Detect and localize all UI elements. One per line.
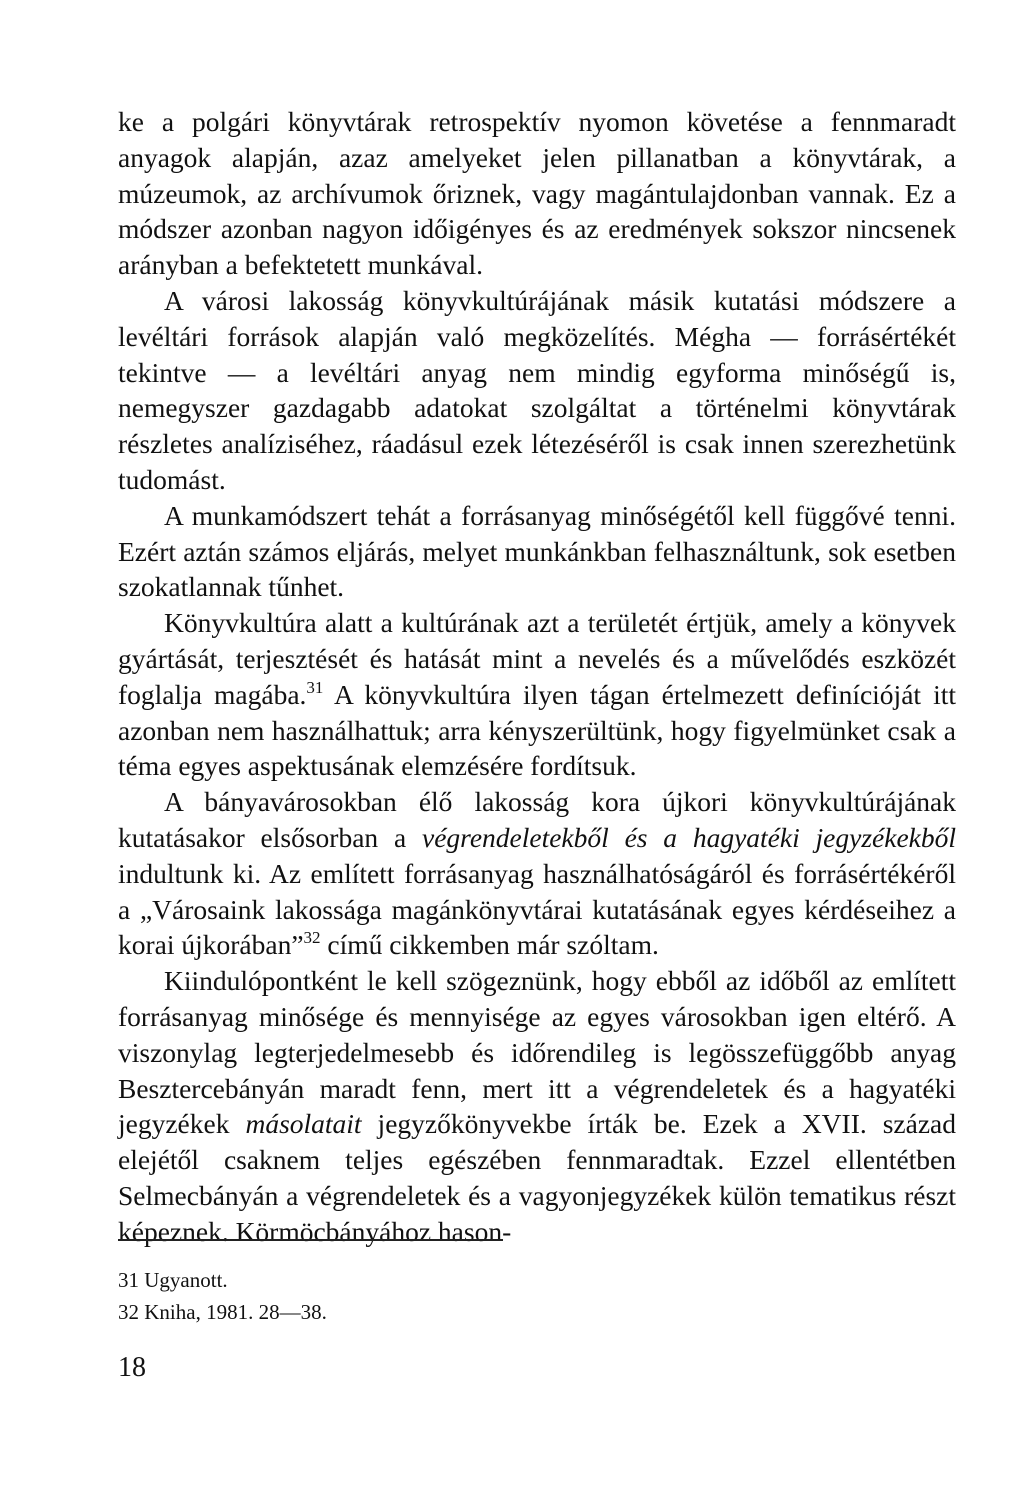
text-run: jegyzőkönyvekbe írták be. Ezek a XVII. század elejétől csaknem teljes egészében fennmaradtak. Ezzel ellentétben Selmecbányán a végrendeletek és a vagyonjegyzékek külön tematikus részt képeznek. Körmöcbányához hason- <box>118 1108 956 1247</box>
text-run: A munkamódszert tehát a forrásanyag minőségétől kell függővé tenni. Ezért aztán számos eljárás, melyet munkánkban felhasználtunk, sok esetben szokatlannak tűnhet. <box>118 499 956 603</box>
paragraph <box>118 498 956 605</box>
footnote-ref: 32 <box>303 928 321 948</box>
italic-text: másolatait <box>245 1108 362 1140</box>
footnote-ref: 31 <box>306 677 324 697</box>
page-body <box>118 104 956 1250</box>
paragraph <box>118 283 956 498</box>
page-number: 18 <box>118 1352 146 1383</box>
paragraph <box>118 784 956 963</box>
text-run: A városi lakosság könyvkultúrájának másik kutatási módszere a levéltári források alapján való megközelítés. Mégha — forrásértékét tekintve — a levéltári anyag nem mindig egyforma minőségű is, nemegyszer gazdagabb adatokat szolgáltat a történelmi könyvtárak részletes analíziséhez, ráadásul ezek létezéséről is csak innen szerezhetünk tudomást. <box>118 284 956 495</box>
paragraph <box>118 963 956 1249</box>
text-run: A bányavárosokban élő lakosság kora újkori könyvkultúrájának kutatásakor elsősorban a <box>118 786 956 853</box>
body-text <box>118 104 956 1250</box>
italic-text: végrendeletekből és a hagyatéki jegyzékekből <box>421 821 956 853</box>
text-run: Kiindulópontként le kell szögeznünk, hogy ebből az időből az említett forrásanyag minősége és mennyisége az egyes városokban igen eltérő. A viszonylag legterjedelmesebb és időrendileg is legösszefüggőbb anyag Besztercebányán maradt fenn, mert itt a végrendeletek és a hagyatéki jegyzékek <box>118 965 956 1140</box>
paragraph <box>118 104 956 283</box>
footnotes <box>118 1264 327 1328</box>
text-run: Könyvkultúra alatt a kultúrának azt a területét értjük, amely a könyvek gyártását, terjesztését és hatását mint a nevelés és a művelődés eszközét foglalja magába. <box>118 607 956 710</box>
text-run: ke a polgári könyvtárak retrospektív nyomon követése a fennmaradt anyagok alapján, azaz amelyeket jelen pillanatban a könyvtárak, a múzeumok, az archívumok őriznek, vagy magántulajdonban vannak. Ez a módszer azonban nagyon időigényes és az eredmények sokszor nincsenek arányban a befektetett munkával. <box>118 106 956 281</box>
paragraph <box>118 605 956 784</box>
text-run: című cikkemben már szóltam. <box>320 929 659 961</box>
footnote-32: 32 Kniha, 1981. 28—38. <box>118 1300 327 1324</box>
footnote-31: 31 Ugyanott. <box>118 1268 228 1292</box>
footnote-divider <box>118 1239 503 1241</box>
text-run: indultunk ki. Az említett forrásanyag használhatóságáról és forrásértékéről a „Városaink lakossága magánkönyvtárai kutatásának egyes kérdéseihez a korai újkorában” <box>118 857 956 961</box>
text-run: A könyvkultúra ilyen tágan értelmezett definícióját itt azonban nem használhattuk; arra kényszerültünk, hogy figyelmünket csak a téma egyes aspektusának elemzésére fordítsuk. <box>118 678 957 782</box>
